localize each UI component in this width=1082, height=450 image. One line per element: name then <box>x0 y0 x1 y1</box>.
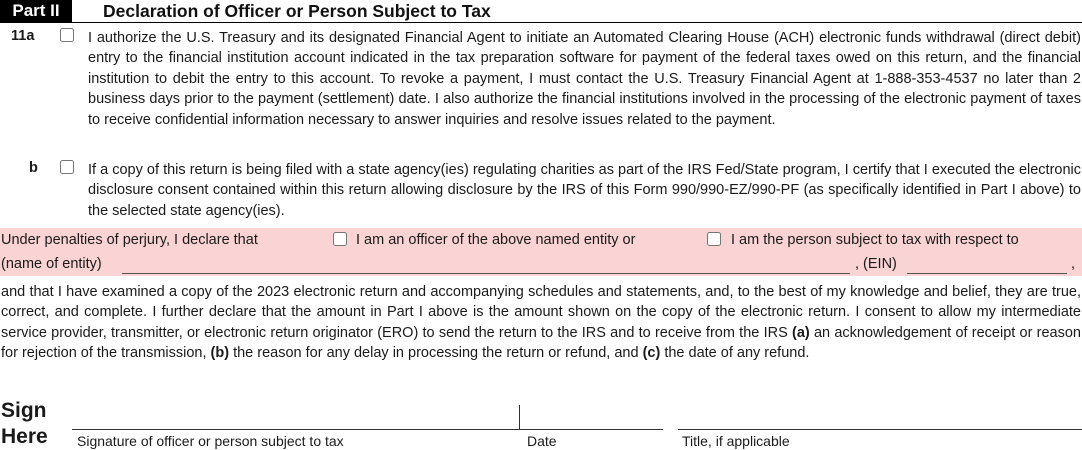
sign-heading: Sign <box>1 399 47 422</box>
item-11a-label: 11a <box>11 28 35 44</box>
ein-trailing-comma: , <box>1071 256 1076 272</box>
item-11a-text: I authorize the U.S. Treasury and its designated Financial Agent to initiate an Automated Clearing House (ACH) electronic funds withdrawal (direct debit) entry to the financial institution account indicated in the tax preparation software for payment of the federal taxes owed on this return, and the financial institution to debit the entry to this account. To revoke a payment, I must contact the U.S. Treasury Financial Agent at 1-888-353-4537 no later than 2 business days prior to the payment (settlement) date. I also authorize the financial institutions involved in the processing of the electronic payment of taxes to receive confidential information necessary to answer inquiries and resolve issues related to the payment. <box>88 30 1081 128</box>
signature-caption: Signature of officer or person subject to tax <box>77 433 344 449</box>
person-option-label: I am the person subject to tax with respect to <box>731 232 1019 248</box>
date-input[interactable] <box>524 406 660 428</box>
declaration-text <box>1 282 1081 364</box>
part-title: Declaration of Officer or Person Subject to Tax <box>103 1 491 21</box>
ein-label: , (EIN) <box>855 256 897 272</box>
item-b-label: b <box>29 160 38 176</box>
declaration-part-3: the reason for any delay in processing the return or refund, and <box>229 345 643 362</box>
title-line <box>678 429 1082 430</box>
declaration-marker-c: (c) <box>642 345 661 362</box>
entity-name-input[interactable] <box>122 255 850 274</box>
officer-checkbox[interactable] <box>333 232 347 246</box>
person-checkbox[interactable] <box>707 232 721 246</box>
declaration-marker-b: (b) <box>210 345 230 362</box>
date-caption: Date <box>527 433 557 449</box>
declaration-part-2: an acknowledgement of receipt or reason for rejection of the transmission, <box>1 324 1081 362</box>
declaration-part-4: the date of any refund. <box>660 345 810 362</box>
part-label: Part II <box>0 0 72 22</box>
item-b-text: If a copy of this return is being filed with a state agency(ies) regulating charities as part of the IRS Fed/State program, I certify that I executed the electronic disclosure consent contained within this return allowing disclosure by the IRS of this Form 990/990-EZ/990-PF (as specifically identified in Part I above) to the selected state agency(ies). <box>88 162 1081 219</box>
entity-name-label: (name of entity) <box>1 256 102 272</box>
here-heading: Here <box>1 425 48 448</box>
part-header <box>0 0 1082 23</box>
officer-option-label: I am an officer of the above named entity or <box>356 232 636 248</box>
item-11a-checkbox[interactable] <box>60 28 74 42</box>
declaration-marker-a: (a) <box>791 324 810 341</box>
title-caption: Title, if applicable <box>682 433 790 449</box>
ein-input[interactable] <box>907 255 1067 274</box>
signature-date-line <box>72 429 663 430</box>
signature-date-divider <box>519 405 520 430</box>
title-input[interactable] <box>680 406 1080 428</box>
declaration-part-1: and that I have examined a copy of the 2023 electronic return and accompanying schedules and statements, and, to the best of my knowledge and belief, they are true, correct, and complete. I further declare that the amount in Part I above is the amount shown on the copy of the electronic return. I consent to allow my intermediate service provider, transmitter, or electronic return originator (ERO) to send the return to the IRS and to receive from the IRS <box>1 284 1081 341</box>
signature-input[interactable] <box>74 406 516 428</box>
perjury-lead: Under penalties of perjury, I declare that <box>1 232 258 248</box>
item-b-checkbox[interactable] <box>60 160 74 174</box>
